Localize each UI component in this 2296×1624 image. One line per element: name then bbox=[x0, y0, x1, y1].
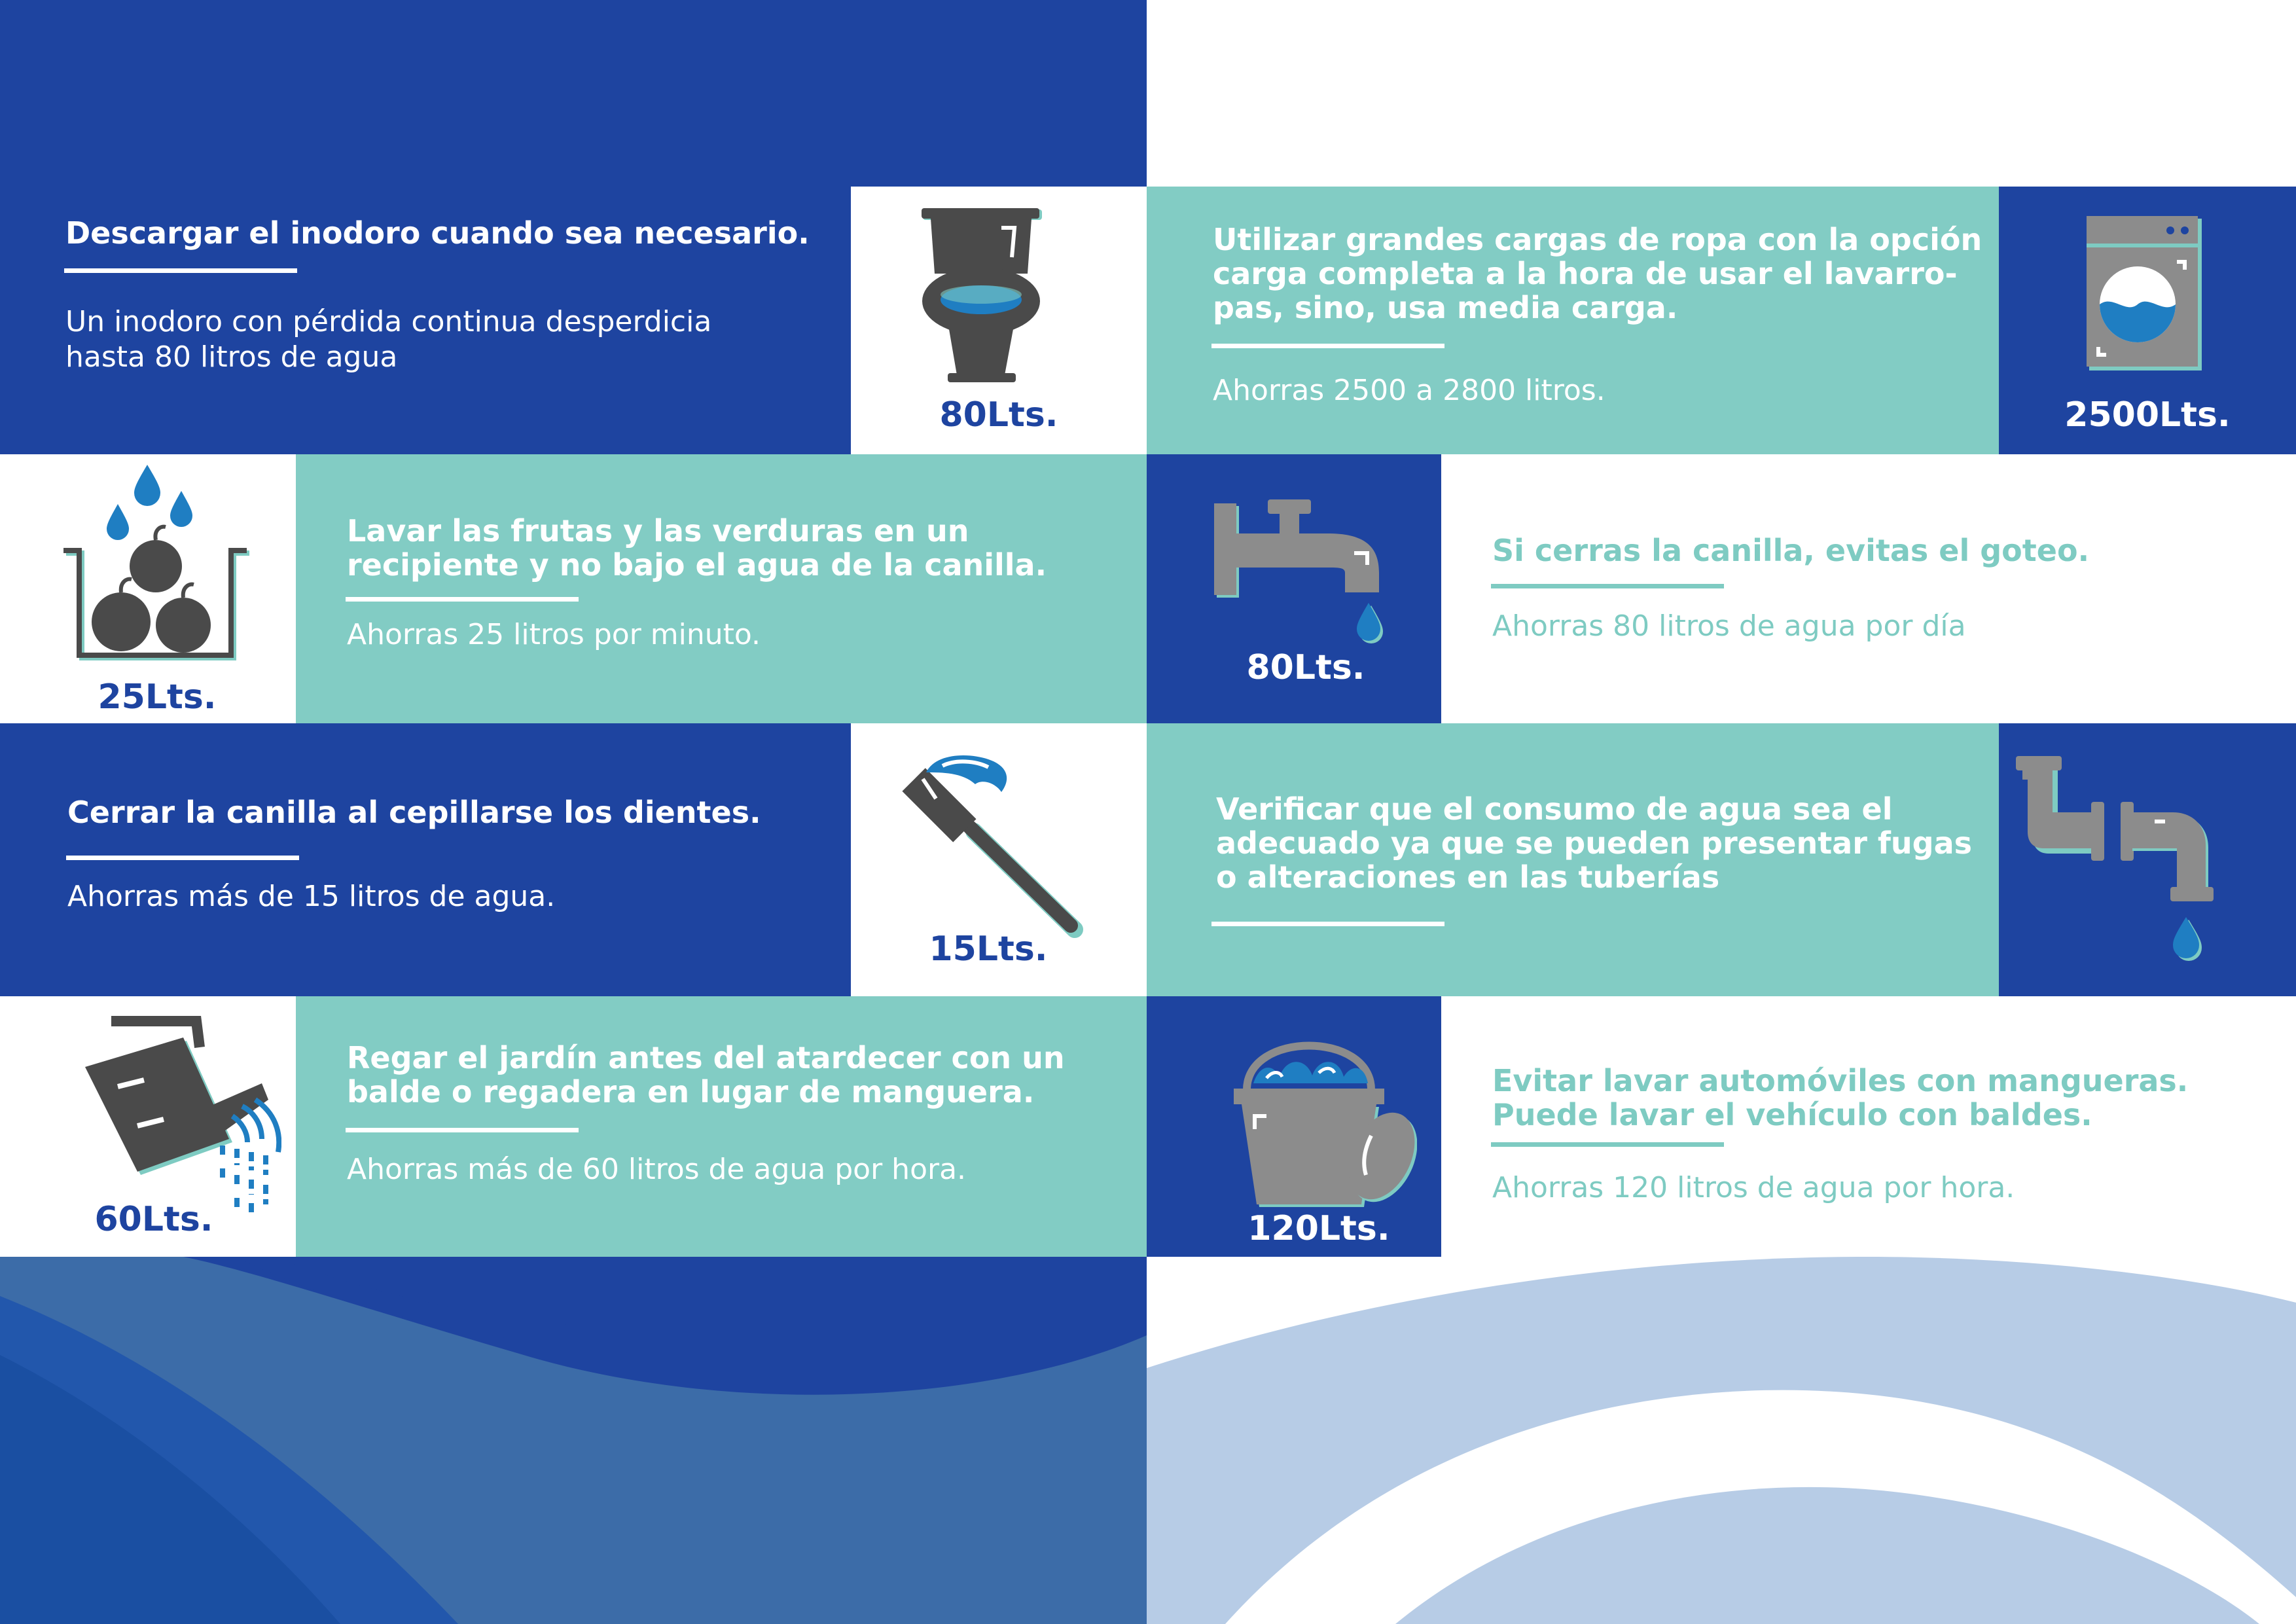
fruit-bowl-icon bbox=[62, 461, 252, 674]
tip-8-amount: 120Lts. bbox=[1247, 1209, 1390, 1248]
tip-8-underline bbox=[1491, 1142, 1724, 1147]
tip-1-description: Un inodoro con pérdida continua desperdicia hasta 80 litros de agua bbox=[65, 305, 712, 374]
tip-1-underline bbox=[64, 268, 297, 273]
wave-decoration-left bbox=[0, 1257, 1147, 1624]
tip-4-title: Si cerras la canilla, evitas el goteo. bbox=[1492, 533, 2090, 568]
tip-3-description: Ahorras 25 litros por minuto. bbox=[347, 618, 761, 651]
tip-4-underline bbox=[1491, 584, 1724, 588]
tip-3-underline bbox=[346, 597, 579, 602]
tip-8-description: Ahorras 120 litros de agua por hora. bbox=[1492, 1171, 2015, 1204]
tip-4-amount: 80Lts. bbox=[1246, 648, 1365, 687]
tip-1-title: Descargar el inodoro cuando sea necesario. bbox=[65, 215, 810, 251]
faucet-icon bbox=[1214, 494, 1397, 651]
tip-2-amount: 2500Lts. bbox=[2064, 395, 2231, 435]
tip-7-panel bbox=[296, 996, 1147, 1257]
tip-7-amount: 60Lts. bbox=[94, 1200, 213, 1239]
tip-5-description: Ahorras más de 15 litros de agua. bbox=[67, 880, 556, 913]
tip-4-description: Ahorras 80 litros de agua por día bbox=[1492, 609, 1966, 643]
tip-1-amount: 80Lts. bbox=[939, 395, 1058, 435]
tip-2-title: Utilizar grandes cargas de ropa con la opción carga completa a la hora de usar el lavarro-pas, sino, usa media carga. bbox=[1213, 222, 1982, 325]
tip-7-underline bbox=[346, 1128, 579, 1132]
wave-decoration-right bbox=[1147, 1257, 2296, 1624]
tip-2-underline bbox=[1211, 344, 1444, 348]
tip-2-description: Ahorras 2500 a 2800 litros. bbox=[1213, 374, 1605, 407]
tip-7-description: Ahorras más de 60 litros de agua por hora. bbox=[347, 1153, 967, 1186]
tip-3-panel bbox=[296, 454, 1147, 723]
tip-3-title: Lavar las frutas y las verduras en un recipiente y no bajo el agua de la canilla. bbox=[347, 513, 1047, 583]
watering-can-icon bbox=[65, 1008, 281, 1218]
top-left-band bbox=[0, 0, 1147, 187]
bucket-icon bbox=[1227, 1018, 1417, 1208]
washing-machine-icon bbox=[2087, 216, 2204, 373]
tip-3-amount: 25Lts. bbox=[98, 677, 217, 717]
tip-7-title: Regar el jardín antes del atardecer con un balde o regadera en lugar de manguera. bbox=[347, 1040, 1065, 1110]
tip-6-underline bbox=[1211, 922, 1444, 926]
leaking-pipe-icon bbox=[2016, 756, 2238, 969]
tip-5-title: Cerrar la canilla al cepillarse los dientes. bbox=[67, 795, 761, 830]
tip-4-panel bbox=[1441, 454, 2296, 723]
tip-5-underline bbox=[66, 856, 299, 860]
tip-6-title: Verificar que el consumo de agua sea el adecuado ya que se pueden presentar fugas o alteraciones en las tuberías bbox=[1216, 791, 1973, 895]
tip-8-title: Evitar lavar automóviles con mangueras. Puede lavar el vehículo con baldes. bbox=[1492, 1063, 2189, 1132]
tip-5-amount: 15Lts. bbox=[929, 929, 1048, 969]
toilet-icon bbox=[916, 208, 1047, 385]
toothbrush-icon bbox=[897, 753, 1086, 943]
